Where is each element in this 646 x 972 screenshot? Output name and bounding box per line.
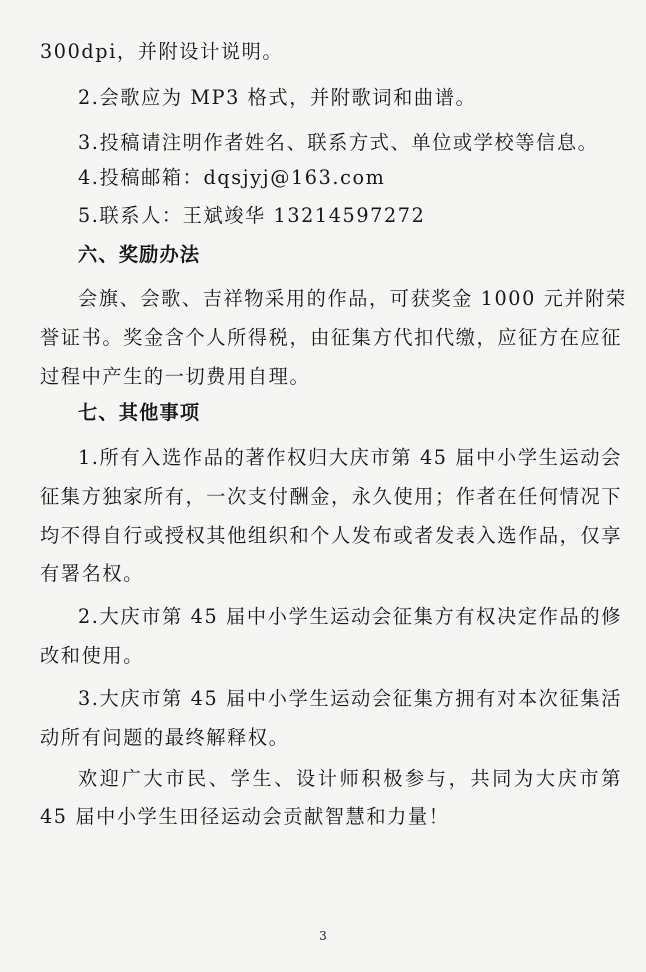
text-line-rewards-2: 誉证书。奖金含个人所得税，由征集方代扣代缴，应征方在应征: [40, 326, 623, 349]
text-line-song-format: 2.会歌应为 MP3 格式，并附歌词和曲谱。: [78, 86, 477, 109]
text-line-email: 4.投稿邮箱：dqsjyj@163.com: [78, 166, 386, 189]
section-heading-other-matters: 七、其他事项: [78, 401, 201, 424]
text-line-closing-2: 45 届中小学生田径运动会贡献智慧和力量！: [40, 805, 450, 828]
text-line-usage-2: 改和使用。: [40, 644, 144, 667]
text-line-copyright-1: 1.所有入选作品的著作权归大庆市第 45 届中小学生运动会: [78, 446, 622, 469]
text-line-copyright-3: 均不得自行或授权其他组织和个人发布或者发表入选作品，仅享: [40, 524, 623, 547]
text-line-copyright-4: 有署名权。: [40, 562, 144, 585]
text-line-rewards-1: 会旗、会歌、吉祥物采用的作品，可获奖金 1000 元并附荣: [78, 287, 627, 310]
text-line-copyright-2: 征集方独家所有，一次支付酬金，永久使用；作者在任何情况下: [40, 485, 623, 508]
text-line-contact: 5.联系人：王斌竣华 13214597272: [78, 204, 426, 227]
text-line-usage-1: 2.大庆市第 45 届中小学生运动会征集方有权决定作品的修: [78, 605, 622, 628]
text-line-design-note: 300dpi，并附设计说明。: [40, 40, 284, 63]
text-line-interpretation-2: 动所有问题的最终解释权。: [40, 726, 290, 749]
section-heading-rewards: 六、奖励办法: [78, 243, 201, 266]
text-line-closing-1: 欢迎广大市民、学生、设计师积极参与，共同为大庆市第: [78, 767, 622, 790]
text-line-rewards-3: 过程中产生的一切费用自理。: [40, 365, 311, 388]
text-line-submission-info: 3.投稿请注明作者姓名、联系方式、单位或学校等信息。: [78, 131, 599, 154]
page-number: 3: [319, 929, 327, 943]
text-line-interpretation-1: 3.大庆市第 45 届中小学生运动会征集方拥有对本次征集活: [78, 687, 622, 710]
